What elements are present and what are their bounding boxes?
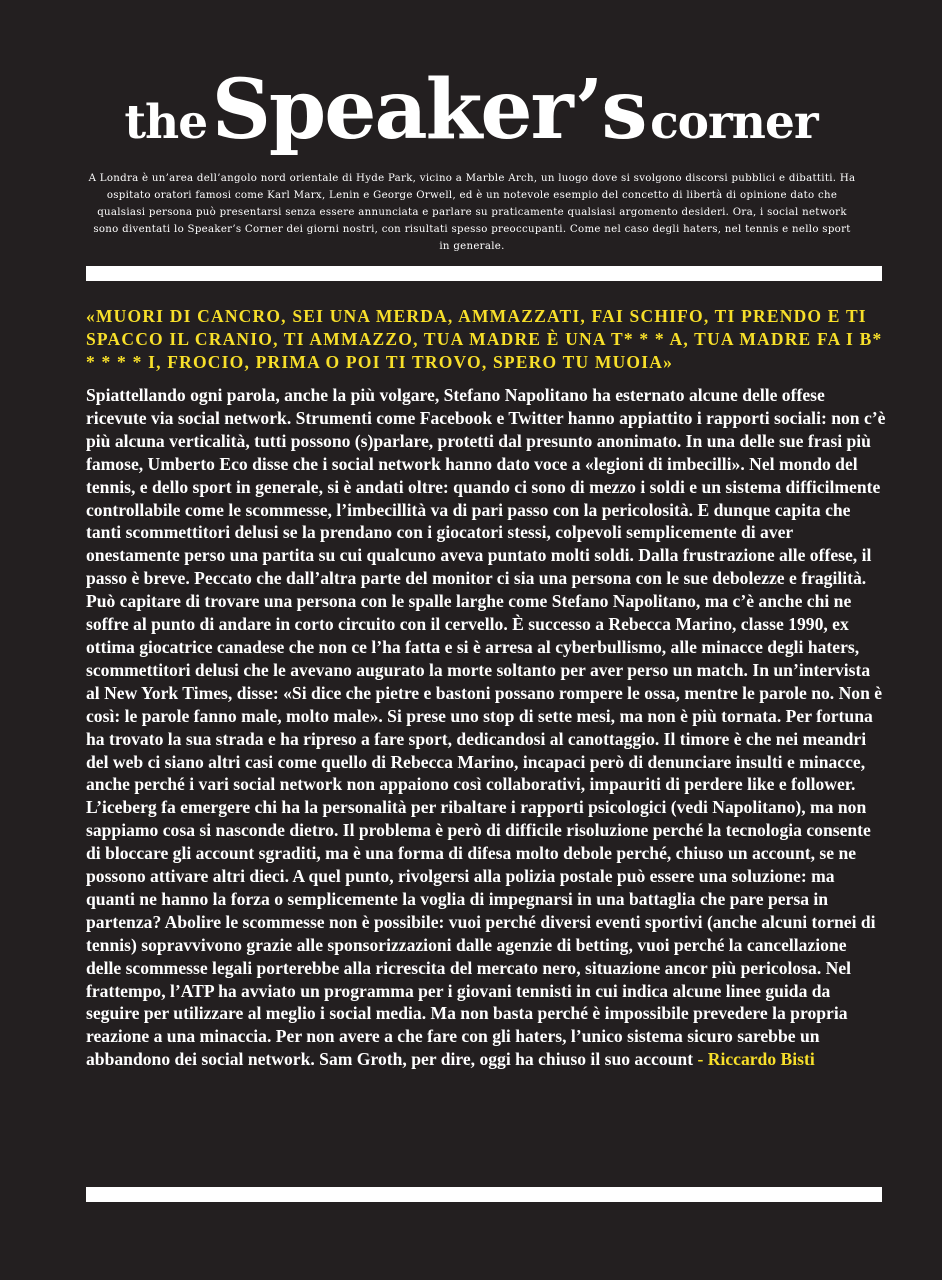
pull-quote: «MUORI DI CANCRO, SEI UNA MERDA, AMMAZZATI, FAI SCHIFO, TI PRENDO E TI SPACCO IL CRANIO, TI AMMAZZO, TUA MADRE È UNA T* * * A, TUA MADRE FA I B* * * * * I, FROCIO, PRIMA O POI TI TROVO, SPERO TU MUOIA» <box>86 306 883 372</box>
title-suffix: corner <box>650 95 818 150</box>
title-prefix: the <box>124 95 208 150</box>
page-title <box>0 62 942 158</box>
article-author: - Riccardo Bisti <box>693 1049 815 1070</box>
top-divider <box>86 266 882 281</box>
title-main: Speaker’s <box>211 62 646 158</box>
bottom-divider <box>86 1187 882 1202</box>
article-body-text: Spiattellando ogni parola, anche la più volgare, Stefano Napolitano ha esternato alcune delle offese ricevute via social network. Strumenti come Facebook e Twitter hanno appiattito i rapporti sociali: non c’è più alcuna verticalità, tutti possono (s)parlare, protetti dal presunto anonimato. In una delle sue frasi più famose, Umberto Eco disse che i social network hanno dato voce a «legioni di imbecilli». Nel mondo del tennis, e dello sport in generale, si è andati oltre: quando ci sono di mezzo i soldi e un sistema difficilmente controllabile come le scommesse, l’imbecillità va di pari passo con la pericolosità. E dunque capita che tanti scommettitori delusi se la prendano con i giocatori stessi, colpevoli semplicemente di aver onestamente perso una partita su cui qualcuno aveva puntato molti soldi. Dalla frustrazione alle offese, il passo è breve. Peccato che dall’altra parte del monitor ci sia una persona con le sue debolezze e fragilità. Può capitare di trovare una persona con le spalle larghe come Stefano Napolitano, ma c’è anche chi ne soffre al punto di andare in corto circuito con il cervello. È successo a Rebecca Marino, classe 1990, ex ottima giocatrice canadese che non ce l’ha fatta e si è arresa al cyberbullismo, alle minacce degli haters, scommettitori delusi che le avevano augurato la morte soltanto per aver perso un match. In un’intervista al New York Times, disse: «Si dice che pietre e bastoni possano rompere le ossa, mentre le parole no. Non è così: le parole fanno male, molto male». Si prese uno stop di sette mesi, ma non è più tornata. Per fortuna ha trovato la sua strada e ha ripreso a fare sport, dedicandosi al canottaggio. Il timore è che nei meandri del web ci siano altri casi come quello di Rebecca Marino, incapaci però di denunciare insulti e minacce, anche perché i vari social network non appaiono così collaborativi, impauriti di perdere like e follower. L’iceberg fa emergere chi ha la personalità per ribaltare i rapporti psicologici (vedi Napolitano), ma non sappiamo cosa si nasconde dietro. Il problema è però di difficile risoluzione perché la tecnologia consente di bloccare gli account sgraditi, ma è una forma di difesa molto debole perché, chiuso un account, se ne possono attivare altri dieci. A quel punto, rivolgersi alla polizia postale può essere una soluzione: ma quanti ne hanno la forza o semplicemente la voglia di impegnarsi in una battaglia che pare persa in partenza? Abolire le scommesse non è possibile: vuoi perché diversi eventi sportivi (anche alcuni tornei di tennis) sopravvivono grazie alle sponsorizzazioni dalle agenzie di betting, vuoi perché la cancellazione delle scommesse legali porterebbe alla ricrescita del mercato nero, situazione ancor più pericolosa. Nel frattempo, l’ATP ha avviato un programma per i giovani tennisti in cui indica alcune linee guida da seguire per utilizzare al meglio i social media. Ma non basta perché è impossibile prevedere la propria reazione a una minaccia. Per non avere a che fare con gli haters, l’unico sistema sicuro sarebbe un abbandono dei social network. Sam Groth, per dire, oggi ha chiuso il suo account <box>86 385 886 1070</box>
article-body <box>86 384 886 1071</box>
intro-paragraph: A Londra è un’area dell’angolo nord orientale di Hyde Park, vicino a Marble Arch, un luogo dove si svolgono discorsi pubblici e dibattiti. Ha ospitato oratori famosi come Karl Marx, Lenin e George Orwell, ed è un notevole esempio del concetto di libertà di opinione dato che qualsiasi persona può presentarsi senza essere annunciata e parlare su praticamente qualsiasi argomento desideri. Ora, i social network sono diventati lo Speaker’s Corner dei giorni nostri, con risultati spesso preoccupanti. Come nel caso degli haters, nel tennis e nello sport in generale. <box>88 173 856 252</box>
